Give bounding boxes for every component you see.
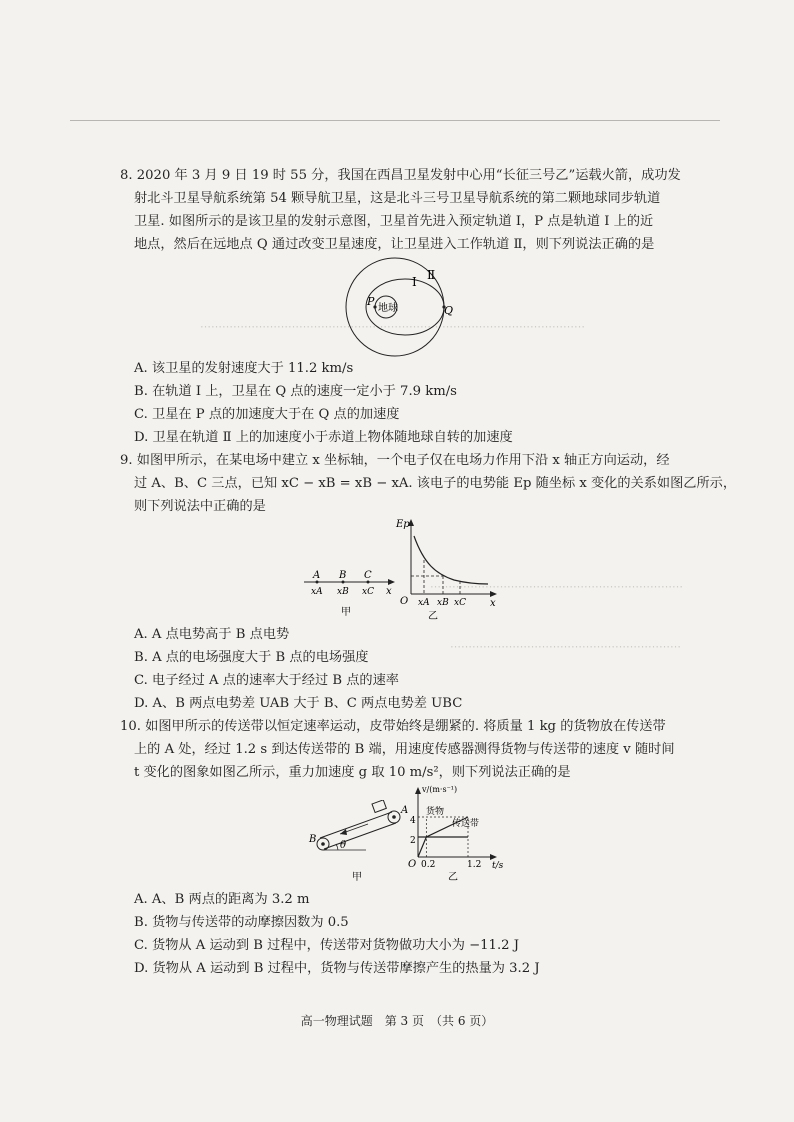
q10-line-1: 10. 如图甲所示的传送带以恒定速率运动，皮带始终是绷紧的. 将质量 1 kg 的货物放在传送带 bbox=[120, 719, 666, 734]
x-axis-arrow bbox=[490, 854, 497, 860]
caption-yi: 乙 bbox=[448, 872, 458, 883]
bleed-through-text: ⋯⋯⋯⋯⋯⋯⋯⋯⋯⋯⋯⋯⋯⋯⋯⋯⋯⋯⋯⋯⋯⋯⋯⋯⋯⋯⋯⋯⋯⋯⋯⋯⋯⋯⋯ bbox=[200, 320, 585, 333]
caption-jia: 甲 bbox=[352, 872, 362, 883]
p-label: P bbox=[367, 295, 375, 308]
q8-line-4: 地点，然后在远地点 Q 通过改变卫星速度，让卫星进入工作轨道 Ⅱ，则下列说法正确的是 bbox=[134, 237, 655, 252]
q8-option-d: D. 卫星在轨道 Ⅱ 上的加速度小于赤道上物体随地球自转的加速度 bbox=[134, 430, 513, 445]
q10-option-d: D. 货物从 A 运动到 B 过程中，货物与传送带摩擦产生的热量为 3.2 J bbox=[134, 961, 540, 976]
angle-arc bbox=[336, 844, 338, 850]
bleed-through-text: ⋯⋯⋯⋯⋯⋯⋯⋯⋯⋯⋯⋯⋯⋯⋯⋯⋯⋯⋯⋯⋯⋯⋯ bbox=[430, 580, 683, 593]
q8-option-b: B. 在轨道 Ⅰ 上，卫星在 Q 点的速度一定小于 7.9 km/s bbox=[134, 384, 457, 399]
label-b: B bbox=[339, 570, 347, 581]
q10-option-c: C. 货物从 A 运动到 B 过程中，传送带对货物做功大小为 −11.2 J bbox=[134, 938, 520, 953]
q10-option-b: B. 货物与传送带的动摩擦因数为 0.5 bbox=[134, 915, 349, 930]
q9-figure-yi bbox=[394, 516, 502, 628]
bleed-through-text: ⋯⋯⋯⋯⋯⋯⋯⋯⋯⋯⋯⋯⋯⋯⋯⋯⋯⋯⋯⋯⋯ bbox=[450, 640, 681, 653]
roller-a-center bbox=[392, 815, 396, 819]
y-tick-label-4: 4 bbox=[410, 816, 416, 826]
q10-conveyor-figure bbox=[306, 800, 410, 884]
header-rule bbox=[70, 120, 720, 121]
label-xa: xA bbox=[418, 598, 430, 608]
label-c: C bbox=[364, 570, 372, 581]
q10-vt-chart bbox=[400, 780, 512, 884]
page-footer: 高一物理试题 第 3 页 （共 6 页） bbox=[300, 1014, 494, 1028]
q10-option-a: A. A、B 两点的距离为 3.2 m bbox=[134, 892, 310, 907]
q9-line-1: 9. 如图甲所示，在某电场中建立 x 坐标轴，一个电子仅在电场力作用下沿 x 轴正方向运动，经 bbox=[120, 453, 670, 468]
q8-orbit-figure bbox=[340, 257, 470, 359]
cargo-box bbox=[372, 800, 386, 812]
q9-line-2: 过 A、B、C 三点，已知 xC − xB = xB − xA. 该电子的电势能 Ep 随坐标 x 变化的关系如图乙所示， bbox=[134, 476, 737, 491]
label-xa: xA bbox=[311, 587, 323, 597]
series-label-goods: 货物 bbox=[426, 807, 445, 817]
q-label: Q bbox=[444, 304, 454, 317]
y-tick-label-2: 2 bbox=[410, 836, 416, 846]
q8-option-c: C. 卫星在 P 点的加速度大于在 Q 点的加速度 bbox=[134, 407, 400, 422]
label-x: x bbox=[386, 586, 392, 597]
x-tick-label-0-2: 0.2 bbox=[421, 860, 436, 870]
y-axis-label: v/(m·s⁻¹) bbox=[422, 785, 458, 794]
x-axis-arrow bbox=[490, 591, 497, 597]
q8-line-3: 卫星. 如图所示的是该卫星的发射示意图，卫星首先进入预定轨道 Ⅰ，P 点是轨道 Ⅰ 上的近 bbox=[134, 214, 654, 229]
q8-line-2: 射北斗卫星导航系统第 54 颗导航卫星，这是北斗三号卫星导航系统的第二颗地球同步轨道 bbox=[134, 191, 661, 206]
x-axis-label: t/s bbox=[492, 861, 504, 871]
label-b: B bbox=[309, 834, 317, 845]
label-xb: xB bbox=[337, 587, 349, 597]
potential-energy-curve bbox=[414, 536, 488, 584]
caption-jia: 甲 bbox=[341, 607, 351, 618]
label-xc: xC bbox=[362, 587, 374, 597]
roller-b-center bbox=[321, 842, 325, 846]
q10-line-3: t 变化的图象如图乙所示，重力加速度 g 取 10 m/s²，则下列说法正确的是 bbox=[134, 765, 571, 780]
q10-line-2: 上的 A 处，经过 1.2 s 到达传送带的 B 端，用速度传感器测得货物与传送带的速度 v 随时间 bbox=[134, 742, 675, 757]
label-theta: θ bbox=[340, 840, 347, 851]
q9-line-3: 则下列说法中正确的是 bbox=[134, 499, 266, 514]
label-a: A bbox=[313, 570, 321, 581]
label-origin: O bbox=[400, 596, 409, 607]
label-a: A bbox=[401, 805, 409, 816]
q9-option-c: C. 电子经过 A 点的速率大于经过 B 点的速率 bbox=[134, 673, 399, 688]
y-axis-arrow bbox=[415, 787, 421, 794]
label-x: x bbox=[490, 598, 496, 609]
q9-figure-jia bbox=[300, 560, 396, 620]
q9-option-d: D. A、B 两点电势差 UAB 大于 B、C 两点电势差 UBC bbox=[134, 696, 463, 711]
origin-label: O bbox=[408, 859, 417, 870]
q8-option-a: A. 该卫星的发射速度大于 11.2 km/s bbox=[134, 361, 354, 376]
label-xb: xB bbox=[437, 598, 449, 608]
series-label-belt: 传送带 bbox=[452, 819, 480, 829]
orbit-1-label: Ⅰ bbox=[412, 275, 417, 289]
caption-yi: 乙 bbox=[428, 611, 438, 622]
belt-top bbox=[320, 812, 392, 838]
label-xc: xC bbox=[454, 598, 466, 608]
q8-line-1: 8. 2020 年 3 月 9 日 19 时 55 分，我国在西昌卫星发射中心用“长征三号乙”运载火箭，成功发 bbox=[120, 168, 681, 183]
q9-option-b: B. A 点的电场强度大于 B 点的电场强度 bbox=[134, 650, 369, 665]
label-ep: Ep bbox=[396, 519, 410, 530]
orbit-2-label: Ⅱ bbox=[427, 268, 436, 282]
earth-label: 地球 bbox=[378, 303, 398, 314]
x-tick-label-1-2: 1.2 bbox=[467, 860, 482, 870]
q9-option-a: A. A 点电势高于 B 点电势 bbox=[134, 627, 290, 642]
